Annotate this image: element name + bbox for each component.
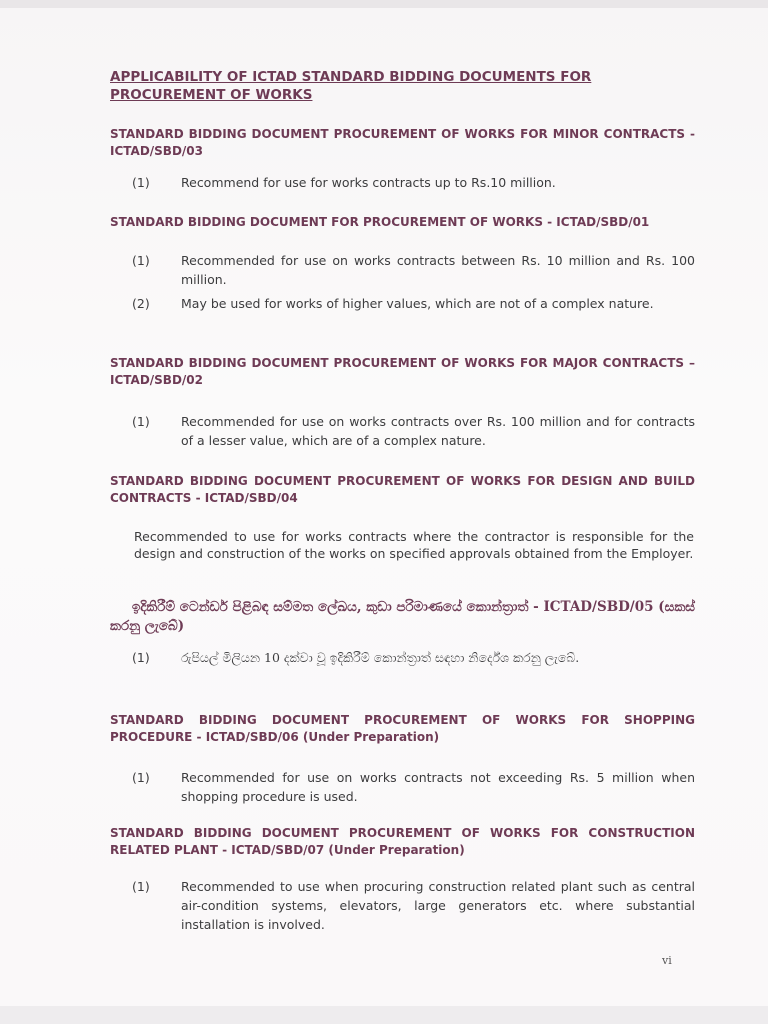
section-heading-sbd07: STANDARD BIDDING DOCUMENT PROCUREMENT OF WORKS FOR CONSTRUCTION RELATED PLANT - ICTAD/SBD/07 (Under Preparation) — [110, 826, 695, 857]
item-text: රුපියල් මිලියන 10 දක්වා වූ ඉදිකිරීම් කොන්ත්‍රාත් සඳහා නිර්දේශ කරනු ලැබේ. — [181, 650, 580, 665]
item-number: (2) — [132, 296, 150, 311]
item-number: (1) — [132, 879, 150, 894]
section-heading-sbd04: STANDARD BIDDING DOCUMENT PROCUREMENT OF WORKS FOR DESIGN AND BUILD CONTRACTS - ICTAD/SBD/04 — [110, 474, 695, 505]
page-number: vi — [662, 954, 672, 967]
item-text: Recommend for use for works contracts up to Rs.10 million. — [181, 175, 556, 190]
scan-top-edge — [0, 0, 768, 8]
scan-bottom-edge — [0, 1006, 768, 1024]
item-number: (1) — [132, 175, 150, 190]
document-title: APPLICABILITY OF ICTAD STANDARD BIDDING DOCUMENTS FOR PROCUREMENT OF WORKS — [110, 69, 592, 103]
item-number: (1) — [132, 253, 150, 268]
section-heading-sbd06: STANDARD BIDDING DOCUMENT PROCUREMENT OF WORKS FOR SHOPPING PROCEDURE - ICTAD/SBD/06 (Under Preparation) — [110, 713, 695, 744]
item-text: Recommended for use on works contracts not exceeding Rs. 5 million when shopping procedure is used. — [181, 770, 695, 804]
item-number: (1) — [132, 414, 150, 429]
item-text: Recommended for use on works contracts over Rs. 100 million and for contracts of a lesser value, which are of a complex nature. — [181, 414, 695, 448]
item-text: Recommended for use on works contracts between Rs. 10 million and Rs. 100 million. — [181, 253, 695, 287]
section-heading-sbd03: STANDARD BIDDING DOCUMENT PROCUREMENT OF WORKS FOR MINOR CONTRACTS - ICTAD/SBD/03 — [110, 127, 695, 158]
item-number: (1) — [132, 770, 150, 785]
section-heading-sbd05: ඉදිකිරීම් ටෙන්ඩර් පිළිබඳ සම්මත ලේඛය, කුඩා පරිමාණයේ කොන්ත්‍රාත් - ICTAD/SBD/05 (සකස් කරනු ලැබේ) — [110, 599, 695, 634]
section-paragraph: Recommended to use for works contracts where the contractor is responsible for the design and construction of the works on specified approvals obtained from the Employer. — [134, 529, 694, 561]
item-text: May be used for works of higher values, which are not of a complex nature. — [181, 296, 654, 311]
section-heading-sbd02: STANDARD BIDDING DOCUMENT PROCUREMENT OF WORKS FOR MAJOR CONTRACTS – ICTAD/SBD/02 — [110, 356, 695, 387]
item-number: (1) — [132, 650, 150, 665]
item-text: Recommended to use when procuring construction related plant such as central air-condition systems, elevators, large generators etc. where substantial installation is involved. — [181, 879, 695, 932]
section-heading-sbd01: STANDARD BIDDING DOCUMENT FOR PROCUREMENT OF WORKS - ICTAD/SBD/01 — [110, 215, 650, 229]
